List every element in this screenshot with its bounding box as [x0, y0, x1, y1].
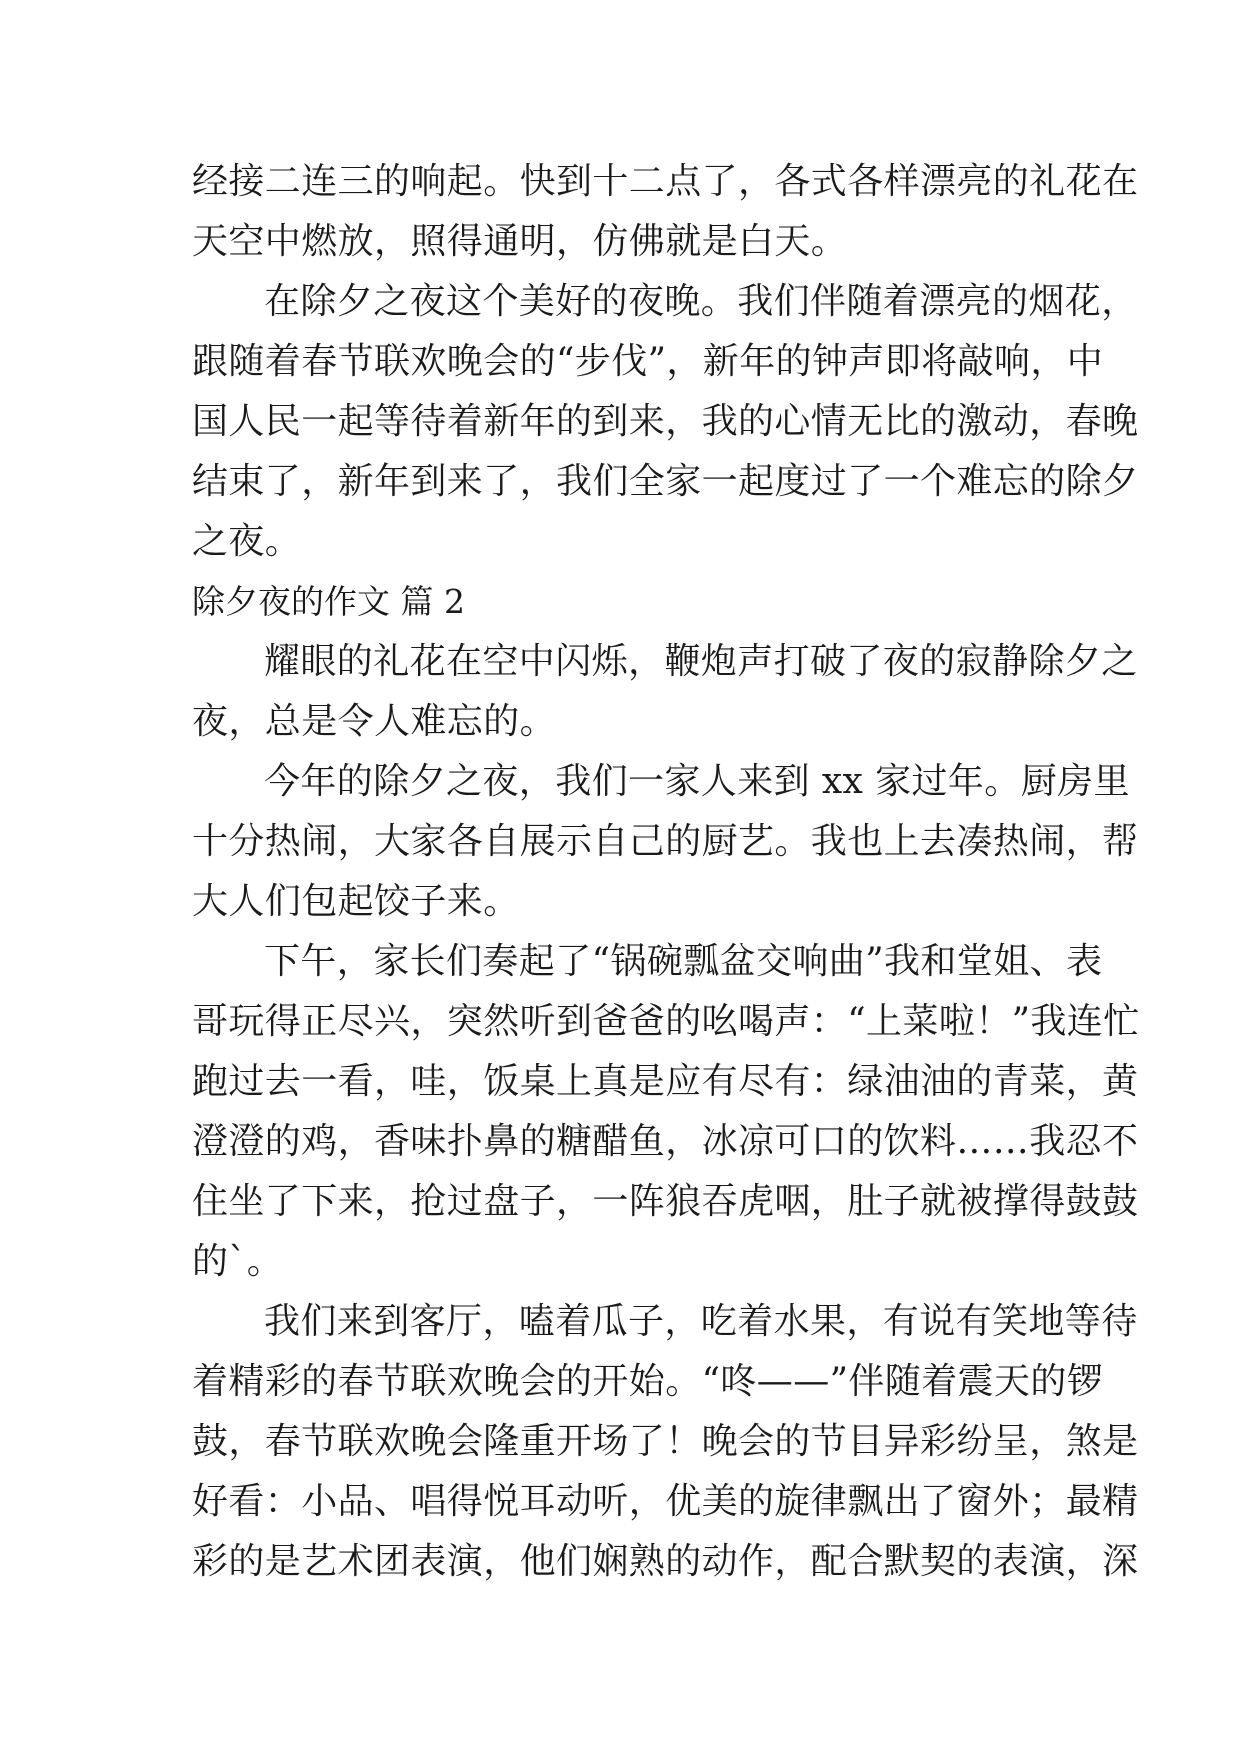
text-line: 我们来到客厅，嗑着瓜子，吃着水果，有说有笑地等待 [264, 1301, 1138, 1342]
text-line: 跑过去一看，哇，饭桌上真是应有尽有：绿油油的青菜，黄 [192, 1061, 1139, 1102]
paragraph [192, 632, 1138, 752]
section-heading: 除夕夜的作文 篇 2 [192, 582, 465, 621]
paragraph [192, 1292, 1139, 1592]
text-line: 住坐了下来，抢过盘子，一阵狼吞虎咽，肚子就被撑得鼓鼓 [192, 1181, 1139, 1222]
text-line: 下午，家长们奏起了“锅碗瓢盆交响曲”我和堂姐、表 [264, 941, 1103, 982]
text-line: 彩的是艺术团表演，他们娴熟的动作，配合默契的表演，深 [192, 1541, 1139, 1582]
text-line: 耀眼的礼花在空中闪烁，鞭炮声打破了夜的寂静除夕之 [264, 641, 1138, 682]
paragraph [192, 272, 1139, 572]
text-line: 哥玩得正尽兴，突然听到爸爸的吆喝声：“上菜啦！”我连忙 [192, 1001, 1140, 1042]
text-line: 的`。 [192, 1241, 284, 1282]
text-line: 鼓，春节联欢晚会隆重开场了！晚会的节目异彩纷呈，煞是 [192, 1421, 1139, 1462]
text-line: 经接二连三的响起。快到十二点了，各式各样漂亮的礼花在 [192, 161, 1139, 202]
paragraph [192, 932, 1140, 1292]
text-line: 澄澄的鸡，香味扑鼻的糖醋鱼，冰凉可口的饮料……我忍不 [192, 1121, 1139, 1162]
paragraph [192, 152, 1139, 272]
text-line: 十分热闹，大家各自展示自己的厨艺。我也上去凑热闹，帮 [192, 821, 1139, 862]
text-line: 结束了，新年到来了，我们全家一起度过了一个难忘的除夕 [192, 461, 1139, 502]
document-page [192, 152, 1140, 1592]
text-line: 在除夕之夜这个美好的夜晚。我们伴随着漂亮的烟花， [264, 281, 1138, 322]
paragraph [192, 752, 1139, 932]
text-line: 夜，总是令人难忘的。 [192, 701, 557, 742]
text-line: 之夜。 [192, 521, 302, 562]
text-line: 天空中燃放，照得通明，仿佛就是白天。 [192, 221, 848, 262]
text-line: 着精彩的春节联欢晚会的开始。“咚——”伴随着震天的锣 [192, 1361, 1104, 1402]
text-line: 今年的除夕之夜，我们一家人来到 xx 家过年。厨房里 [264, 761, 1130, 802]
text-line: 大人们包起饺子来。 [192, 881, 520, 922]
text-line: 好看：小品、唱得悦耳动听，优美的旋律飘出了窗外；最精 [192, 1481, 1139, 1522]
text-line: 国人民一起等待着新年的到来，我的心情无比的激动，春晚 [192, 401, 1139, 442]
text-line: 跟随着春节联欢晚会的“步伐”，新年的钟声即将敲响，中 [192, 341, 1104, 382]
